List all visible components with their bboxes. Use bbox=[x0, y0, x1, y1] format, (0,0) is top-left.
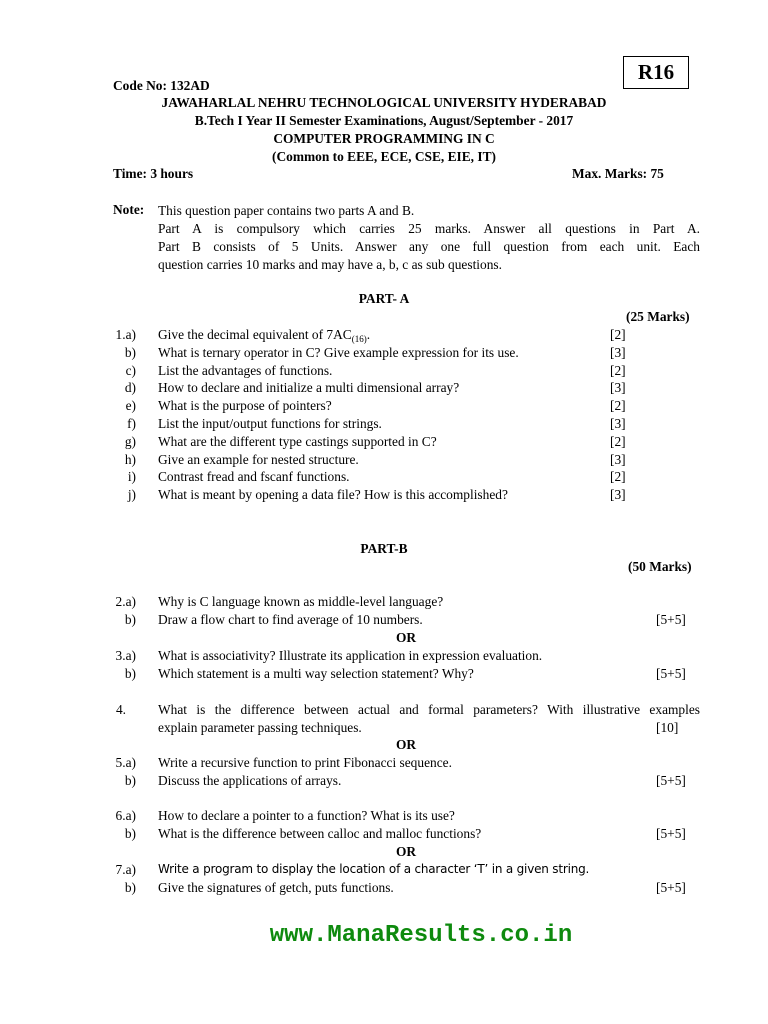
exam-title: B.Tech I Year II Semester Examinations, August/September - 2017 bbox=[194, 113, 574, 128]
question-number: h) bbox=[124, 452, 136, 467]
time-allowed: Time: 3 hours bbox=[113, 166, 194, 181]
question-number: d) bbox=[124, 380, 136, 395]
question-text: Which statement is a multi way selection statement? Why? bbox=[158, 666, 474, 681]
question-text: What is ternary operator in C? Give example expression for its use. bbox=[158, 345, 519, 360]
question-text-main: Give the decimal equivalent of 7AC bbox=[158, 327, 352, 342]
or-separator: OR bbox=[395, 737, 417, 752]
question-number: b) bbox=[124, 773, 136, 788]
part-a-title: PART- A bbox=[358, 291, 410, 306]
question-text: Give the signatures of getch, puts functions. bbox=[158, 880, 394, 895]
question-text bbox=[158, 327, 370, 344]
subscript-base: (16) bbox=[351, 334, 367, 344]
code-number: Code No: 132AD bbox=[113, 78, 210, 93]
part-b-marks: (50 Marks) bbox=[628, 559, 692, 574]
question-text: List the input/output functions for strings. bbox=[158, 416, 382, 431]
question-number: b) bbox=[124, 345, 136, 360]
common-to: (Common to EEE, ECE, CSE, EIE, IT) bbox=[272, 149, 496, 164]
question-text: What is the difference between calloc and malloc functions? bbox=[158, 826, 482, 841]
question-number: g) bbox=[124, 434, 136, 449]
question-number: b) bbox=[124, 826, 136, 841]
question-marks: [2] bbox=[610, 327, 626, 342]
question-text: What are the different type castings supported in C? bbox=[158, 434, 437, 449]
question-text: Write a recursive function to print Fibonacci sequence. bbox=[158, 755, 452, 770]
note-line: Part A is compulsory which carries 25 marks. Answer all questions in Part A. bbox=[158, 221, 700, 236]
question-marks: [2] bbox=[610, 398, 626, 413]
note-line: question carries 10 marks and may have a, b, c as sub questions. bbox=[158, 257, 502, 272]
question-text: Discuss the applications of arrays. bbox=[158, 773, 342, 788]
question-marks: [3] bbox=[610, 380, 626, 395]
note-line: This question paper contains two parts A and B. bbox=[158, 203, 415, 218]
question-marks: [2] bbox=[610, 469, 626, 484]
question-marks: [3] bbox=[610, 452, 626, 467]
question-text: What is associativity? Illustrate its application in expression evaluation. bbox=[158, 648, 543, 663]
question-marks: [2] bbox=[610, 363, 626, 378]
question-text: List the advantages of functions. bbox=[158, 363, 333, 378]
question-number: f) bbox=[127, 416, 136, 431]
question-text: What is the purpose of pointers? bbox=[158, 398, 332, 413]
question-marks: [3] bbox=[610, 487, 626, 502]
question-text: Contrast fread and fscanf functions. bbox=[158, 469, 350, 484]
question-marks: [3] bbox=[610, 416, 626, 431]
question-number: 6.a) bbox=[115, 808, 136, 823]
question-text: How to declare and initialize a multi dimensional array? bbox=[158, 380, 460, 395]
question-marks: [5+5] bbox=[656, 612, 686, 627]
max-marks: Max. Marks: 75 bbox=[572, 166, 664, 181]
question-number: c) bbox=[125, 363, 136, 378]
regulation-badge: R16 bbox=[623, 56, 689, 89]
question-number: b) bbox=[124, 880, 136, 895]
note-text bbox=[158, 202, 700, 274]
question-text: What is the difference between actual and formal parameters? With illustrative examples bbox=[158, 702, 700, 717]
question-number: i) bbox=[127, 469, 136, 484]
question-marks: [10] bbox=[656, 720, 679, 735]
question-marks: [5+5] bbox=[656, 773, 686, 788]
question-text: explain parameter passing techniques. bbox=[158, 720, 362, 735]
subject-title: COMPUTER PROGRAMMING IN C bbox=[273, 131, 495, 146]
university-name: JAWAHARLAL NEHRU TECHNOLOGICAL UNIVERSITY HYDERABAD bbox=[161, 95, 607, 110]
question-number: b) bbox=[124, 612, 136, 627]
question-number: 2.a) bbox=[115, 594, 136, 609]
question-number: 1.a) bbox=[115, 327, 136, 342]
question-number: b) bbox=[124, 666, 136, 681]
question-marks: [5+5] bbox=[656, 880, 686, 895]
question-number: 4. bbox=[115, 702, 126, 717]
website-watermark[interactable]: www.ManaResults.co.in bbox=[269, 922, 573, 949]
question-marks: [5+5] bbox=[656, 826, 686, 841]
question-marks: [5+5] bbox=[656, 666, 686, 681]
question-number: 5.a) bbox=[115, 755, 136, 770]
question-number: e) bbox=[125, 398, 136, 413]
question-text: What is meant by opening a data file? How is this accomplished? bbox=[158, 487, 508, 502]
question-text: Give an example for nested structure. bbox=[158, 452, 359, 467]
question-number: j) bbox=[127, 487, 136, 502]
question-text: Why is C language known as middle-level language? bbox=[158, 594, 444, 609]
question-text: Draw a flow chart to find average of 10 numbers. bbox=[158, 612, 423, 627]
part-a-marks: (25 Marks) bbox=[626, 309, 690, 324]
question-text-end: . bbox=[366, 327, 371, 342]
part-b-title: PART-B bbox=[360, 541, 408, 556]
question-marks: [3] bbox=[610, 345, 626, 360]
note-label: Note: bbox=[113, 202, 145, 217]
question-text: Write a program to display the location of a character ‘T’ in a given string. bbox=[158, 862, 590, 876]
question-number: 3.a) bbox=[115, 648, 136, 663]
or-separator: OR bbox=[395, 844, 417, 859]
question-text: How to declare a pointer to a function? What is its use? bbox=[158, 808, 455, 823]
or-separator: OR bbox=[395, 630, 417, 645]
note-line: Part B consists of 5 Units. Answer any one full question from each unit. Each bbox=[158, 239, 700, 254]
question-number: 7.a) bbox=[115, 862, 136, 877]
question-marks: [2] bbox=[610, 434, 626, 449]
